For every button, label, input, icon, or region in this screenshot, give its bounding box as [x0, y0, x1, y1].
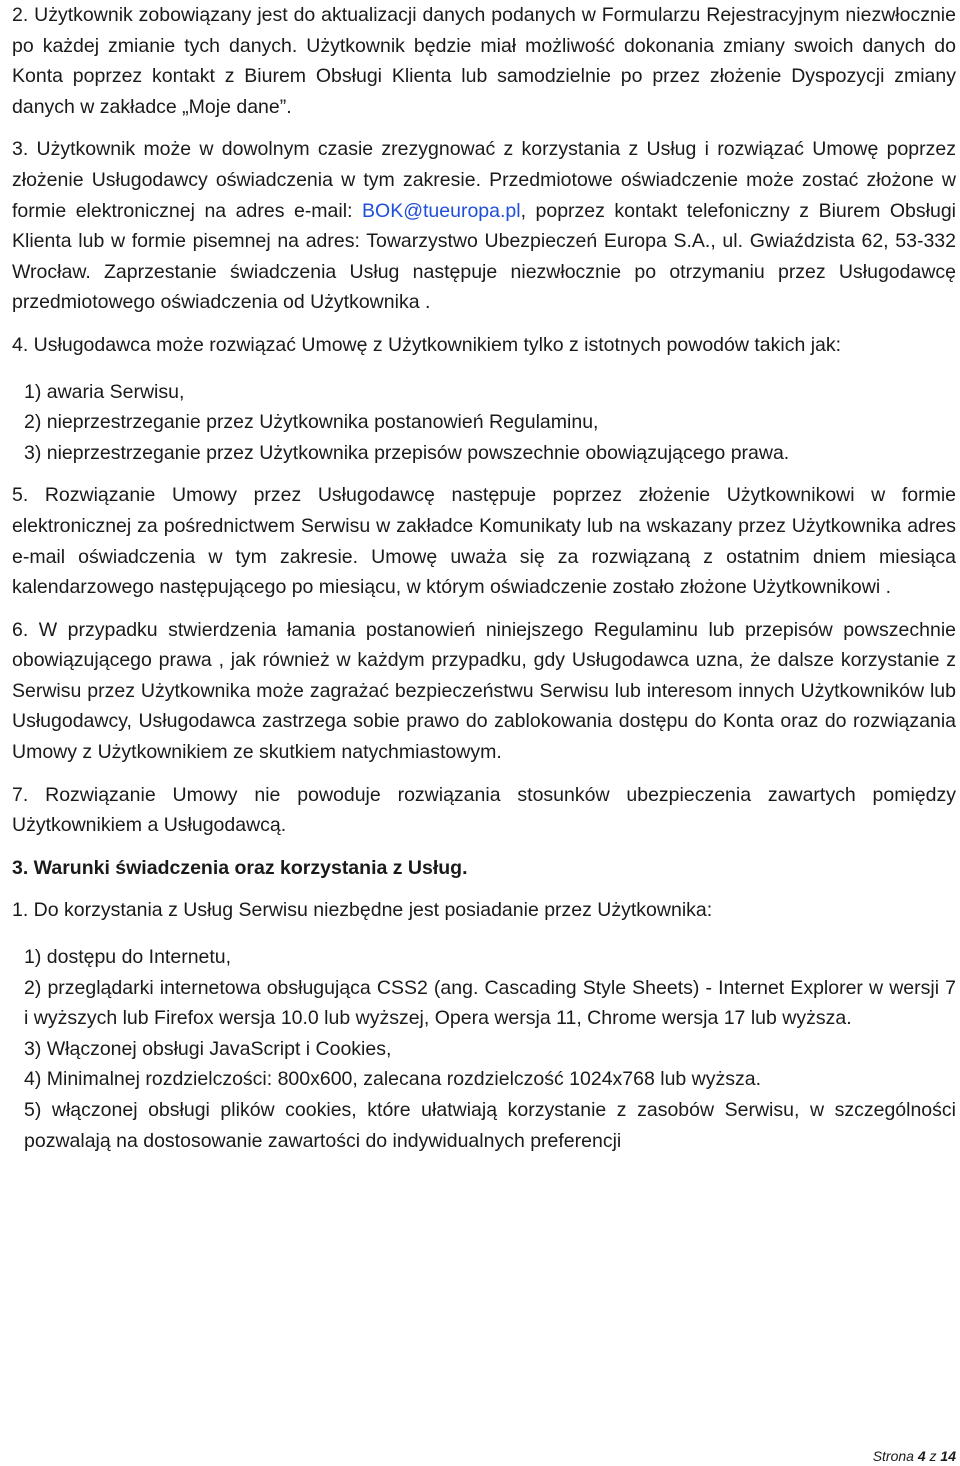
paragraph-3	[12, 134, 956, 318]
list-item: 2) przeglądarki internetowa obsługująca CSS2 (ang. Cascading Style Sheets) - Internet Explorer w wersji 7 i wyższych lub Firefox wersja 10.0 lub wyższej, Opera wersja 11, Chrome wersja 17 lub wyższa.	[24, 976, 956, 1030]
section-3-paragraph-1: 1. Do korzystania z Usług Serwisu niezbędne jest posiadanie przez Użytkownika:	[12, 899, 713, 922]
list-item: 3) Włączonej obsługi JavaScript i Cookies,	[24, 1037, 392, 1060]
list-item: 1) dostępu do Internetu,	[24, 946, 232, 969]
page-number-total: 14	[940, 1448, 956, 1464]
page-number	[873, 1448, 956, 1464]
list-item: 5) włączonej obsługi plików cookies, które ułatwiają korzystanie z zasobów Serwisu, w szczególności pozwalają na dostosowanie zawartości do indywidualnych preferencji	[24, 1099, 956, 1152]
page-number-middle: z	[925, 1448, 941, 1464]
paragraph-3-text-b: , poprzez kontakt telefoniczny z Biurem Obsługi Klienta lub w formie pisemnej na adres: Towarzystwo Ubezpieczeń Europa S.A., ul. Gwiaździsta 62, 53-332 Wrocław. Zaprzestanie świadczenia Usług następuje niezwłocznie po otrzymaniu przez Usługodawcę przedmiotowego oświadczenia od Użytkownika .	[12, 199, 956, 314]
paragraph-5: 5. Rozwiązanie Umowy przez Usługodawcę następuje poprzez złożenie Użytkownikowi w formie elektronicznej za pośrednictwem Serwisu w zakładce Komunikaty lub na wskazany przez Użytkownika adres e-mail oświadczenia w tym zakresie. Umowę uważa się za rozwiązaną z ostatnim dniem miesiąca kalendarzowego następującego po miesiącu, w którym oświadczenie zostało złożone Użytkownikowi .	[12, 484, 956, 599]
paragraph-2: 2. Użytkownik zobowiązany jest do aktualizacji danych podanych w Formularzu Rejestracyjnym niezwłocznie po każdej zmianie tych danych. Użytkownik będzie miał możliwość dokonania zmiany swoich danych do Konta poprzez kontakt z Biurem Obsługi Klienta lub samodzielnie po przez złożenie Dyspozycji zmiany danych w zakładce „Moje dane”.	[12, 4, 956, 118]
list-item: 3) nieprzestrzeganie przez Użytkownika przepisów powszechnie obowiązującego prawa.	[24, 441, 790, 464]
paragraph-3-text-a: 3. Użytkownik może w dowolnym czasie zrezygnować z korzystania z Usług i rozwiązać Umowę poprzez złożenie Usługodawcy oświadczenia w tym zakresie. Przedmiotowe oświadczenie może zostać złożone w formie elektronicznej na adres e-mail:	[12, 138, 956, 222]
section-heading: 3. Warunki świadczenia oraz korzystania z Usług.	[12, 856, 468, 879]
paragraph-7: 7. Rozwiązanie Umowy nie powoduje rozwiązania stosunków ubezpieczenia zawartych pomiędzy Użytkownikiem a Usługodawcą.	[12, 783, 956, 837]
paragraph-4: 4. Usługodawca może rozwiązać Umowę z Użytkownikiem tylko z istotnych powodów takich jak:	[12, 333, 842, 356]
list-item: 4) Minimalnej rozdzielczości: 800x600, zalecana rozdzielczość 1024x768 lub wyższa.	[24, 1068, 762, 1091]
page-number-prefix: Strona	[872, 1448, 918, 1464]
email-link[interactable]: BOK@tueuropa.pl	[362, 199, 521, 222]
list-item: 1) awaria Serwisu,	[24, 380, 185, 403]
page-number-current: 4	[917, 1448, 926, 1464]
list-item: 2) nieprzestrzeganie przez Użytkownika postanowień Regulaminu,	[24, 411, 599, 434]
document-page	[12, 0, 956, 1156]
paragraph-6: 6. W przypadku stwierdzenia łamania postanowień niniejszego Regulaminu lub przepisów powszechnie obowiązującego prawa , jak również w każdym przypadku, gdy Usługodawca uzna, że dalsze korzystanie z Serwisu przez Użytkownika może zagrażać bezpieczeństwu Serwisu lub interesom innych Użytkowników lub Usługodawcy, Usługodawca zastrzega sobie prawo do zablokowania dostępu do Konta oraz do rozwiązania Umowy z Użytkownikiem ze skutkiem natychmiastowym.	[12, 618, 956, 764]
